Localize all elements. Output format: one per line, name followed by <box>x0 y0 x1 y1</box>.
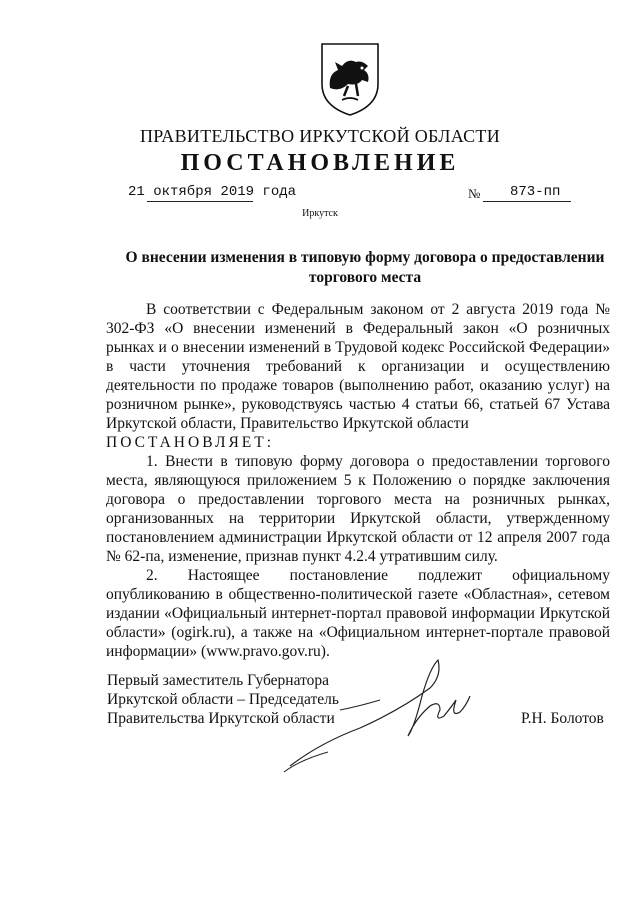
item-2: 2. Настоящее постановление подлежит официальному опубликованию в общественно-политической газете «Областная», сетевом издании «Официальный интернет-портал правовой информации Иркутской области» (ogirk.ru), а также на «Официальном интернет-портале правовой информации» (www.pravo.gov.ru). <box>106 567 610 660</box>
city: Иркутск <box>302 208 338 219</box>
document-type: ПОСТАНОВЛЕНИЕ <box>180 150 460 176</box>
date-underline <box>147 201 253 202</box>
resolves-heading: ПОСТАНОВЛЯЕТ: <box>106 434 275 451</box>
signatory-line-1: Первый заместитель Губернатора <box>107 672 330 689</box>
number-underline <box>483 201 571 202</box>
item-1: 1. Внести в типовую форму договора о предоставлении торгового места, являющуюся приложением 5 к Положению о порядке заключения договора о предоставлении торгового места на розничных рынках, организованных на территории Иркутской области, утвержденному постановлением администрации Иркутской области от 12 апреля 2007 года № 62-па, изменение, признав пункт 4.2.4 утратившим силу. <box>106 453 610 565</box>
document-number: 873-пп <box>510 184 561 200</box>
coat-of-arms-icon <box>318 40 382 118</box>
intro-paragraph: В соответствии с Федеральным законом от 2 августа 2019 года № 302-ФЗ «О внесении изменений в Федеральный закон «О розничных рынках и о внесении изменений в Трудовой кодекс Российской Федерации» в части уточнения требований к организации и осуществлению деятельности по продаже товаров (выполнению работ, оказанию услуг) на розничном рынке», руководствуясь частью 4 статьи 66, статьей 67 Устава Иркутской области, Правительство Иркутской области <box>106 301 610 432</box>
number-sign: № <box>468 186 481 201</box>
document-body <box>106 300 610 661</box>
handwritten-signature <box>280 648 480 778</box>
signatory-line-2: Иркутской области – Председатель <box>107 691 339 708</box>
signatory-name: Р.Н. Болотов <box>521 710 604 727</box>
government-name: ПРАВИТЕЛЬСТВО ИРКУТСКОЙ ОБЛАСТИ <box>139 126 501 146</box>
document-title: О внесении изменения в типовую форму договора о предоставлении торгового места <box>125 249 605 286</box>
document-date: 21 октября 2019 года <box>128 184 297 200</box>
signatory-line-3: Правительства Иркутской области <box>107 710 335 727</box>
